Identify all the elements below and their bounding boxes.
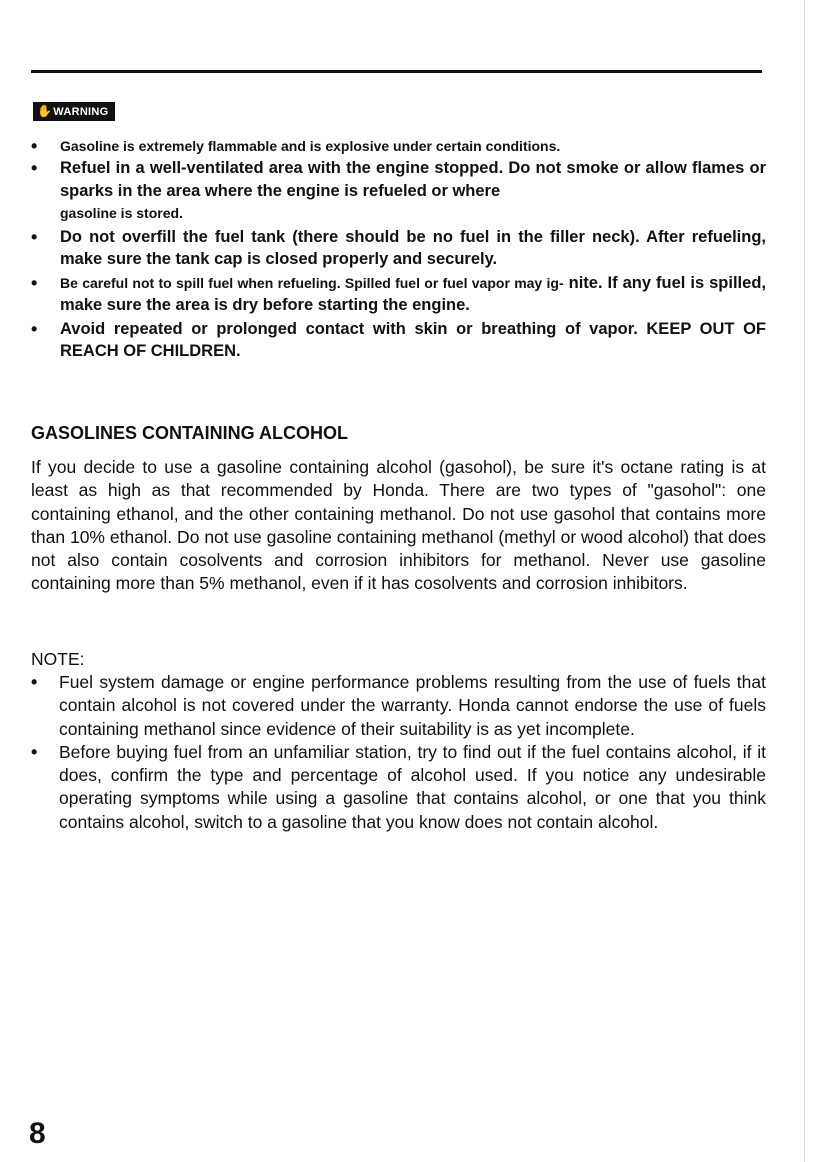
warning-badge-label: WARNING [53,106,109,118]
warning-badge [33,102,115,121]
warning-item-text-tail: gasoline is stored. [60,205,183,221]
alcohol-paragraph: If you decide to use a gasoline containing alcohol (gasohol), be sure it's octane rating is at least as high as that recommended by Honda. There are two types of "gasohol": one containing ethanol, and the other containing methanol. Do not use gasohol that contains more than 10% ethanol. Do not use gasoline containing methanol (methyl or wood alcohol) that does not also contain cosolvents and corrosion inhibitors for methanol. Never use gasoline containing more than 5% methanol, even if it has cosolvents and corrosion inhibitors. [31,457,766,594]
warning-item-text: Be careful not to spill fuel when refueling. Spilled fuel or fuel vapor may ig- [60,274,564,291]
page-number: 8 [29,1117,46,1150]
warning-item-text: Do not overfill the fuel tank (there should be no fuel in the filler neck). After refueling, make sure the tank cap is closed properly and securely. [60,227,766,268]
note-label: NOTE: [31,649,85,669]
note-item-text: Fuel system damage or engine performance problems resulting from the use of fuels that contain alcohol is not covered under the warranty. Honda cannot endorse the use of fuels containing methanol since evidence of their suitability is as yet incomplete. [59,672,766,739]
note-item [31,741,766,834]
warning-item [31,157,766,225]
warning-item [31,136,766,156]
warning-item [31,318,766,363]
warning-item-text: Avoid repeated or prolonged contact with skin or breathing of vapor. KEEP OUT OF REACH OF CHILDREN. [60,319,766,360]
section-title: GASOLINES CONTAINING ALCOHOL [31,423,348,443]
warning-item-text: Gasoline is extremely flammable and is explosive under certain conditions. [60,138,561,154]
warning-item-text-tail: nite. If any fuel is spilled, make sure the area is dry before starting the engine. [60,273,766,314]
warning-hand-icon: ✋ [37,104,53,118]
note-item [31,671,766,741]
warning-item-text: Refuel in a well-ventilated area with the engine stopped. Do not smoke or allow flames or sparks in the area where the engine is refueled or where [60,159,766,200]
page-edge [804,0,805,1162]
note-item-text: Before buying fuel from an unfamiliar station, try to find out if the fuel contains alcohol, if it does, confirm the type and percentage of alcohol used. If you notice any undesirable operating symptoms while using a gasoline that contains alcohol, or one that you think contains alcohol, switch to a gasoline that you know does not contain alcohol. [59,741,766,832]
warning-item [31,226,766,271]
note-list [31,671,766,834]
header-rule [31,70,762,73]
warning-item [31,272,766,317]
warning-list [31,136,766,364]
